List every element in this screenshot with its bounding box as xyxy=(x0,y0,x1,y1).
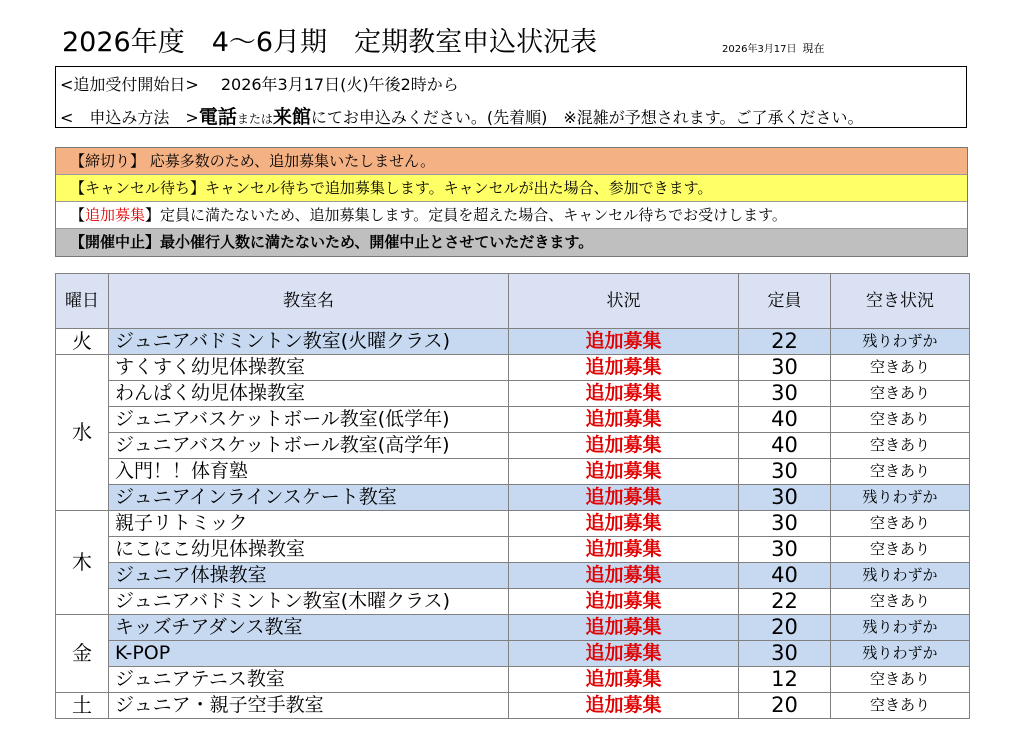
table-row xyxy=(56,433,970,459)
table-row xyxy=(56,641,970,667)
availability-cell: 残りわずか xyxy=(831,615,970,641)
table-row xyxy=(56,693,970,719)
status-cell: 追加募集 xyxy=(509,407,739,433)
start-date-value: 2026年3月17日(火)午後2時から xyxy=(220,75,459,94)
status-cell: 追加募集 xyxy=(509,485,739,511)
day-cell: 水 xyxy=(56,355,109,511)
status-cell: 追加募集 xyxy=(509,537,739,563)
availability-cell: 空きあり xyxy=(831,355,970,381)
header-day: 曜日 xyxy=(56,274,109,329)
table-row xyxy=(56,511,970,537)
class-name: ジュニア体操教室 xyxy=(109,563,509,589)
header-class-name: 教室名 xyxy=(109,274,509,329)
availability-cell: 空きあり xyxy=(831,381,970,407)
table-row xyxy=(56,485,970,511)
class-name: にこにこ幼児体操教室 xyxy=(109,537,509,563)
table-row xyxy=(56,563,970,589)
status-cell: 追加募集 xyxy=(509,511,739,537)
capacity-cell: 30 xyxy=(739,381,831,407)
status-cell: 追加募集 xyxy=(509,589,739,615)
availability-cell: 空きあり xyxy=(831,667,970,693)
legend-additional-open: 【 xyxy=(70,206,86,224)
class-name: ジュニアバドミントン教室(火曜クラス) xyxy=(109,329,509,355)
capacity-cell: 20 xyxy=(739,693,831,719)
class-name: ジュニアバスケットボール教室(低学年) xyxy=(109,407,509,433)
day-cell: 火 xyxy=(56,329,109,355)
status-cell: 追加募集 xyxy=(509,329,739,355)
capacity-cell: 40 xyxy=(739,563,831,589)
status-cell: 追加募集 xyxy=(509,355,739,381)
method-suffix: にてお申込みください。(先着順) ※混雑が予想されます。ご了承ください。 xyxy=(310,108,864,127)
class-name: わんぱく幼児体操教室 xyxy=(109,381,509,407)
method-or: または xyxy=(236,112,273,126)
capacity-cell: 30 xyxy=(739,641,831,667)
table-row xyxy=(56,459,970,485)
availability-cell: 空きあり xyxy=(831,407,970,433)
method-label: < 申込み方法 > xyxy=(60,108,199,127)
start-date-label: <追加受付開始日> xyxy=(60,75,199,94)
class-name: ジュニアバスケットボール教室(高学年) xyxy=(109,433,509,459)
capacity-cell: 22 xyxy=(739,589,831,615)
availability-cell: 空きあり xyxy=(831,459,970,485)
start-date-line xyxy=(60,72,459,95)
table-row xyxy=(56,329,970,355)
availability-cell: 空きあり xyxy=(831,589,970,615)
as-of-suffix: 現在 xyxy=(802,42,825,55)
class-name: ジュニアバドミントン教室(木曜クラス) xyxy=(109,589,509,615)
table-row xyxy=(56,615,970,641)
class-name: ジュニア・親子空手教室 xyxy=(109,693,509,719)
availability-cell: 残りわずか xyxy=(831,563,970,589)
class-name: ジュニアテニス教室 xyxy=(109,667,509,693)
status-cell: 追加募集 xyxy=(509,563,739,589)
table-row xyxy=(56,667,970,693)
class-schedule-table xyxy=(55,273,970,719)
status-cell: 追加募集 xyxy=(509,433,739,459)
capacity-cell: 30 xyxy=(739,537,831,563)
legend-cancelled: 【開催中止】最小催行人数に満たないため、開催中止とさせていただきます。 xyxy=(56,229,967,256)
as-of-date-value: 2026年3月17日 xyxy=(722,44,797,55)
day-cell: 木 xyxy=(56,511,109,615)
capacity-cell: 30 xyxy=(739,511,831,537)
class-name: 親子リトミック xyxy=(109,511,509,537)
header-availability: 空き状況 xyxy=(831,274,970,329)
method-visit: 来館 xyxy=(272,106,311,128)
table-row xyxy=(56,355,970,381)
as-of-date xyxy=(722,40,825,56)
availability-cell: 残りわずか xyxy=(831,485,970,511)
status-cell: 追加募集 xyxy=(509,693,739,719)
method-phone: 電話 xyxy=(198,106,237,128)
capacity-cell: 12 xyxy=(739,667,831,693)
header-capacity: 定員 xyxy=(739,274,831,329)
legend-closed: 【締切り】 応募多数のため、追加募集いたしません。 xyxy=(56,148,967,175)
capacity-cell: 22 xyxy=(739,329,831,355)
status-legend xyxy=(55,147,968,257)
page-title: 2026年度 4～6月期 定期教室申込状況表 xyxy=(62,27,598,58)
capacity-cell: 40 xyxy=(739,407,831,433)
class-name: すくすく幼児体操教室 xyxy=(109,355,509,381)
status-cell: 追加募集 xyxy=(509,459,739,485)
class-name: K-POP xyxy=(109,641,509,667)
status-cell: 追加募集 xyxy=(509,381,739,407)
table-row xyxy=(56,381,970,407)
application-info-box xyxy=(55,66,967,128)
class-name: ジュニアインラインスケート教室 xyxy=(109,485,509,511)
table-row xyxy=(56,537,970,563)
day-cell: 土 xyxy=(56,693,109,719)
day-cell: 金 xyxy=(56,615,109,693)
table-header-row xyxy=(56,274,970,329)
legend-additional-desc: 定員に満たないため、追加募集します。定員を超えた場合、キャンセル待ちでお受けします。 xyxy=(160,206,787,224)
class-name: キッズチアダンス教室 xyxy=(109,615,509,641)
table-row xyxy=(56,589,970,615)
capacity-cell: 30 xyxy=(739,485,831,511)
availability-cell: 空きあり xyxy=(831,511,970,537)
legend-waitlist: 【キャンセル待ち】キャンセル待ちで追加募集します。キャンセルが出た場合、参加できます。 xyxy=(56,175,967,202)
capacity-cell: 30 xyxy=(739,459,831,485)
application-method-line xyxy=(60,102,864,129)
capacity-cell: 20 xyxy=(739,615,831,641)
status-cell: 追加募集 xyxy=(509,615,739,641)
legend-additional xyxy=(56,202,967,229)
availability-cell: 空きあり xyxy=(831,537,970,563)
table-row xyxy=(56,407,970,433)
legend-additional-close: 】 xyxy=(145,206,161,224)
header-status: 状況 xyxy=(509,274,739,329)
legend-additional-label: 追加募集 xyxy=(85,206,146,224)
availability-cell: 空きあり xyxy=(831,693,970,719)
capacity-cell: 30 xyxy=(739,355,831,381)
status-cell: 追加募集 xyxy=(509,641,739,667)
availability-cell: 空きあり xyxy=(831,433,970,459)
capacity-cell: 40 xyxy=(739,433,831,459)
availability-cell: 残りわずか xyxy=(831,329,970,355)
status-cell: 追加募集 xyxy=(509,667,739,693)
class-name: 入門！！体育塾 xyxy=(109,459,509,485)
availability-cell: 残りわずか xyxy=(831,641,970,667)
